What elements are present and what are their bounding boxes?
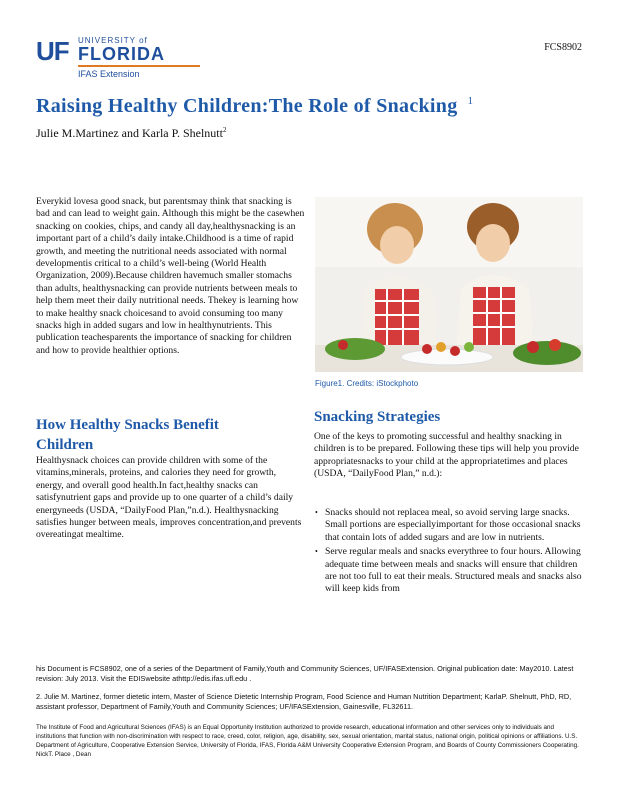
section-heading-benefits: How Healthy Snacks Benefit Children bbox=[36, 417, 219, 453]
logo-divider bbox=[78, 65, 200, 67]
children-preparing-snacks-image bbox=[315, 197, 583, 372]
document-title bbox=[36, 95, 473, 118]
logo-ifas: IFAS Extension bbox=[78, 69, 140, 79]
benefits-paragraph: Healthysnack choices can provide children with some of the vitamins,minerals, proteins, and calories they need for growth, energy, and overall good health.In fact,healthy snacks can satisfynutrient gaps and provide up to one quarter of a child’s daily energyneeds (USDA, “DailyFood Plan,”n.d.). Healthysnacking satisfies hunger between meals, improves concentration,and prevents overeatingat mealtime. bbox=[36, 455, 302, 541]
title-text: Raising Healthy Children:The Role of Snacking bbox=[36, 95, 458, 117]
figure-caption: Figure1. Credits: iStockphoto bbox=[315, 379, 419, 388]
strategies-paragraph: One of the keys to promoting successful and healthy snacking in children is to be prepared. Following these tips will help you provide appropriatesnacks to your child at the appropriatetimes and places (USDA, “DailyFood Plan,” n.d.): bbox=[314, 431, 579, 480]
logo-university: UNIVERSITY of bbox=[78, 36, 148, 45]
logo-uf: UF bbox=[36, 36, 69, 66]
footnote-1: his Document is FCS8902, one of a series of the Department of Family,Youth and Community Sciences, UF/IFASExtension. Original publication date: May2010. Latest revision: July 2013. Visit the EDISwebsite athttp://edis.ifas.ufl.edu . bbox=[36, 664, 574, 683]
uf-ifas-logo bbox=[36, 34, 176, 80]
disclaimer: The Institute of Food and Agricultural Sciences (IFAS) is an Equal Opportunity Institution authorized to provide research, educational information and other services only to individuals and institutions that function with non-discrimination with respect to race, creed, color, religion, age, disability, sex, sexual orientation, marital status, national origin, political opinions or affiliations. U.S. Department of Agriculture, Cooperative Extension Service, University of Florida, IFAS, Florida A&M University Cooperative Extension Program, and Boards of County Commissioners Cooperating. NickT. Place , Dean bbox=[36, 724, 579, 758]
logo-florida: FLORIDA bbox=[78, 44, 165, 64]
list-item: • Serve regular meals and snacks everythree to four hours. Allowing adequate time between meals and snacks will ensure that children are not too full to eat their meals. Structured meals and snacks also will keep kids from bbox=[314, 546, 582, 596]
intro-paragraph: Everykid lovesa good snack, but parentsmay think that snacking is bad and can lead to weight gain. Although this might be the casewhen snacking on cookies, chips, and candy all day,healthysnacking is an important part of a child’s daily intake.Childhood is a time of rapid growth, and meeting the nutritional needs associated with normal developmentis critical to a child’s well-being (World Health Organization, 2009).Because children havemuch smaller stomachs than adults, healthysnacking can provide nutrients between meals to help them meet their daily nutritional needs. Thekey is learning how to make healthy snack choicesand to avoid consuming too many snacks high in added sugars and low in healthynutrients. This publication teachesparents the importance of snacking for children and how to provide healthier options. bbox=[36, 196, 305, 356]
title-footnote-marker: 1 bbox=[467, 95, 474, 107]
authors-footnote-marker: 2 bbox=[222, 126, 227, 134]
strategies-list bbox=[314, 507, 582, 598]
authors-text: Julie M.Martinez and Karla P. Shelnutt bbox=[36, 126, 223, 140]
figure-photo bbox=[315, 197, 583, 372]
list-item: • Snacks should not replacea meal, so avoid serving large snacks. Small portions are especiallyimportant for those occasional snacks that contain lots of added sugars and are low in nutrients. bbox=[314, 507, 582, 544]
publication-id: FCS8902 bbox=[544, 42, 582, 53]
footnote-2: 2. Julie M. Martinez, former dietetic intern, Master of Science Dietetic Internship Program, Food Science and Human Nutrition Department; KarlaP. Shelnutt, PhD, RD, assistant professor, Department of Family,Youth and Community Sciences; UF/IFASExtension, Gainesville, FL32611. bbox=[36, 692, 572, 711]
authors-line bbox=[36, 126, 226, 141]
section-heading-strategies: Snacking Strategies bbox=[314, 409, 441, 425]
